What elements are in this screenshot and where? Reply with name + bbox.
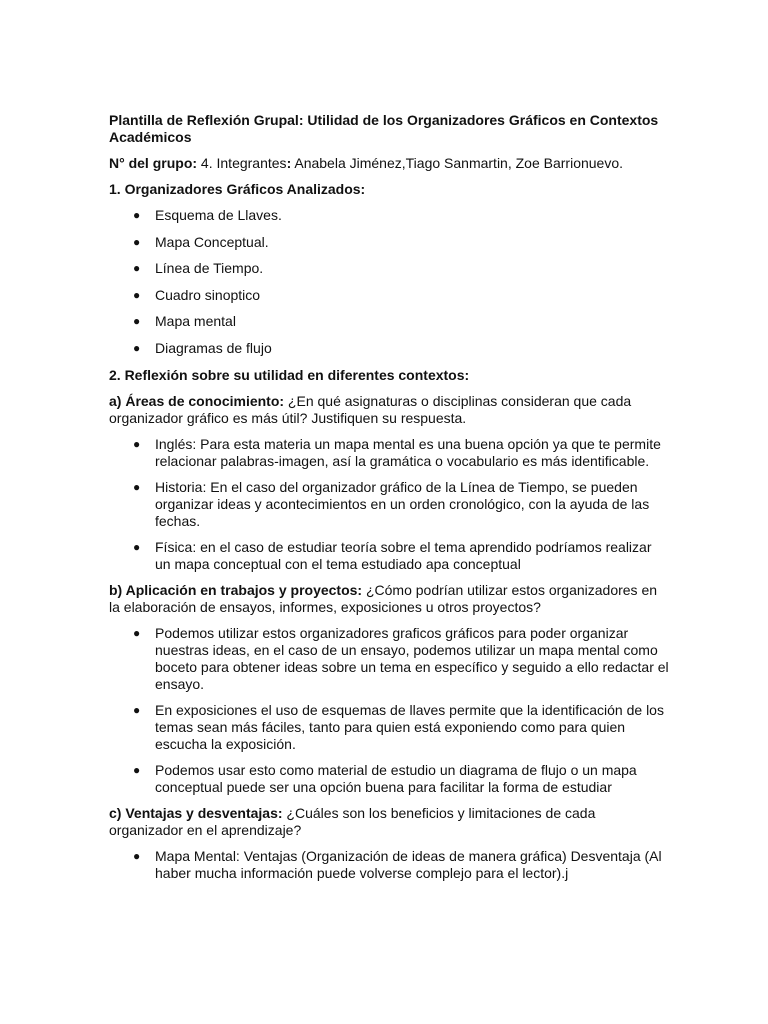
list-item: ● Inglés: Para esta materia un mapa mental es una buena opción ya que te permite relacionar palabras-imagen, así la gramática o vocabulario es más identificable. — [133, 435, 661, 469]
list-item: ● Historia: En el caso del organizador gráfico de la Línea de Tiempo, se pueden organizar ideas y acontecimientos en un orden cronológico, con la ayuda de las fechas. — [133, 478, 650, 529]
group-line — [109, 155, 669, 172]
group-colon: : — [286, 155, 292, 171]
group-label: N° del grupo: — [109, 155, 198, 171]
bullet-icon: ● — [133, 436, 141, 451]
subsection-b-prompt — [109, 582, 669, 616]
list-item: ● Podemos utilizar estos organizadores graficos gráficos para poder organizar nuestras ideas, en el caso de un ensayo, podemos utilizar un mapa mental como boceto para obtener ideas sobre un tema en específico y seguido a ello redactar el ensayo. — [133, 624, 669, 692]
bullet-icon: ● — [133, 479, 141, 494]
list-item: ● Mapa Conceptual. — [133, 233, 269, 250]
bullet-icon: ● — [133, 848, 141, 863]
bullet-icon: ● — [133, 702, 141, 717]
bullet-icon: ● — [133, 261, 141, 276]
section1-heading: 1. Organizadores Gráficos Analizados: — [109, 181, 366, 197]
subsection-a-label: a) Áreas de conocimiento: — [109, 392, 285, 409]
bullet-icon: ● — [133, 340, 141, 355]
group-members: Anabela Jiménez,Tiago Sanmartin, Zoe Barrionuevo. — [291, 155, 624, 171]
list-item: ● Podemos usar esto como material de estudio un diagrama de flujo o un mapa conceptual puede ser una opción buena para facilitar la forma de estudiar — [133, 761, 637, 795]
subsection-b-list — [109, 625, 669, 796]
section2-heading: 2. Reflexión sobre su utilidad en diferentes contextos: — [109, 366, 470, 383]
group-number: 4. Integrantes — [197, 155, 287, 171]
subsection-a-prompt — [109, 393, 669, 427]
bullet-icon: ● — [133, 625, 141, 640]
list-item: ● Mapa Mental: Ventajas (Organización de ideas de manera gráfica) Desventaja (Al haber mucha información puede volverse complejo para el lector).j — [133, 847, 662, 881]
list-item: ● Física: en el caso de estudiar teoría sobre el tema aprendido podríamos realizar un mapa conceptual con el tema estudiado apa conceptual — [133, 538, 652, 572]
subsection-b-question: ¿Cómo podrían utilizar estos organizadores en la elaboración de ensayos, informes, exposiciones u otros proyectos? — [109, 581, 658, 615]
subsection-c-label: c) Ventajas y desventajas: — [109, 804, 283, 821]
subsection-a-list — [109, 436, 669, 573]
list-item: ● Cuadro sinoptico — [133, 286, 261, 303]
bullet-icon: ● — [133, 762, 141, 777]
bullet-icon: ● — [133, 539, 141, 554]
bullet-icon: ● — [133, 314, 141, 329]
document-title: Plantilla de Reflexión Grupal: Utilidad de los Organizadores Gráficos en Contextos Académicos — [109, 112, 659, 145]
list-item: ● Mapa mental — [133, 313, 236, 330]
bullet-icon: ● — [133, 287, 141, 302]
bullet-icon: ● — [133, 208, 141, 222]
list-item: ● Esquema de Llaves. — [133, 207, 282, 223]
list-item: ● Línea de Tiempo. — [133, 260, 264, 277]
list-item: ● En exposiciones el uso de esquemas de llaves permite que la identificación de los temas sean más fáciles, tanto para quien está exponiendo como para quien escucha la exposición. — [133, 701, 664, 752]
document-page — [109, 112, 669, 891]
section1-list — [109, 207, 669, 357]
bullet-icon: ● — [133, 234, 141, 249]
subsection-b-label: b) Aplicación en trabajos y proyectos: — [109, 581, 363, 598]
subsection-c-question: ¿Cuáles son los beneficios y limitaciones de cada organizador en el aprendizaje? — [109, 804, 596, 838]
subsection-c-list — [109, 848, 669, 882]
subsection-c-prompt — [109, 805, 669, 839]
list-item: ● Diagramas de flujo — [133, 339, 272, 356]
subsection-a-question: ¿En qué asignaturas o disciplinas consideran que cada organizador gráfico es más útil? Justifiquen su respuesta. — [109, 392, 632, 426]
